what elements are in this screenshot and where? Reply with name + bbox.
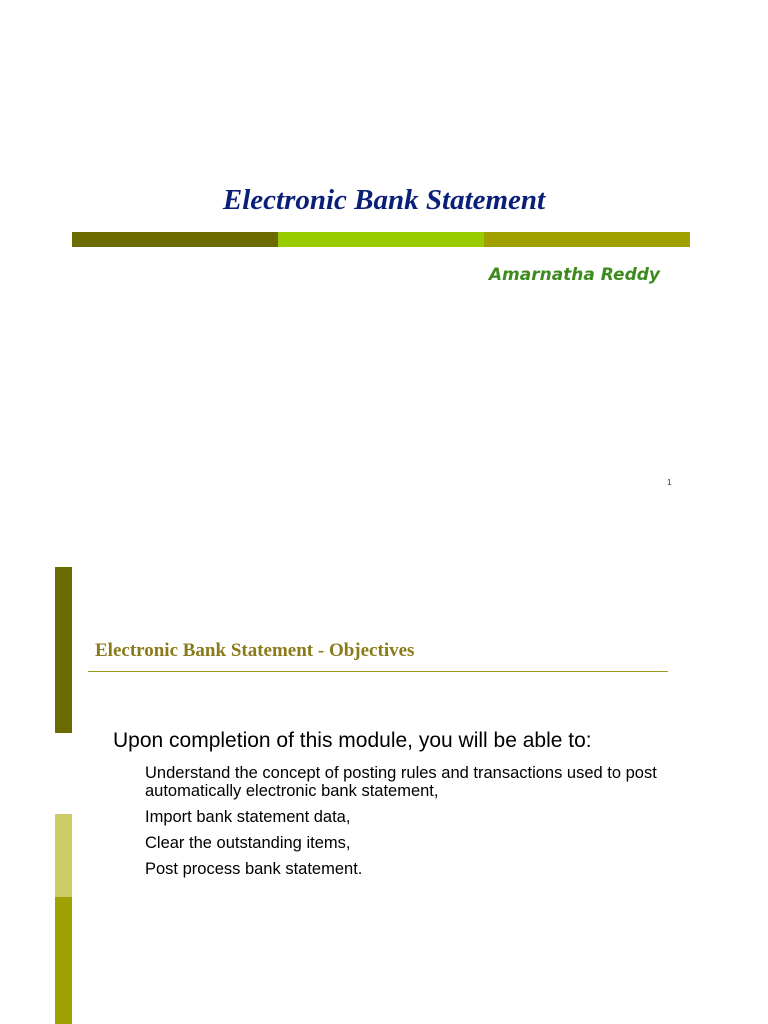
sidebar-bar-dark [55,567,72,733]
sidebar-bar-olive [55,897,72,1024]
page-number: 1 [667,478,672,487]
band-segment-lime [278,232,484,247]
objectives-list [145,764,685,886]
objectives-title: Electronic Bank Statement - Objectives [95,640,415,661]
band-segment-olive [484,232,690,247]
sidebar-bar-light [55,814,72,897]
author-name: Amarnatha Reddy [488,265,660,285]
title-underline [88,671,668,672]
objective-item: Clear the outstanding items, [145,834,351,852]
slide-2 [0,520,768,1024]
objective-item: Import bank statement data, [145,808,351,826]
objective-item: Post process bank statement. [145,860,363,878]
objective-item: Understand the concept of posting rules and transactions used to post automatically electronic bank statement, [145,764,657,800]
slide-title: Electronic Bank Statement [222,184,546,216]
objectives-lead: Upon completion of this module, you will be able to: [113,729,592,752]
band-segment-dark [72,232,278,247]
title-color-band [72,232,690,247]
